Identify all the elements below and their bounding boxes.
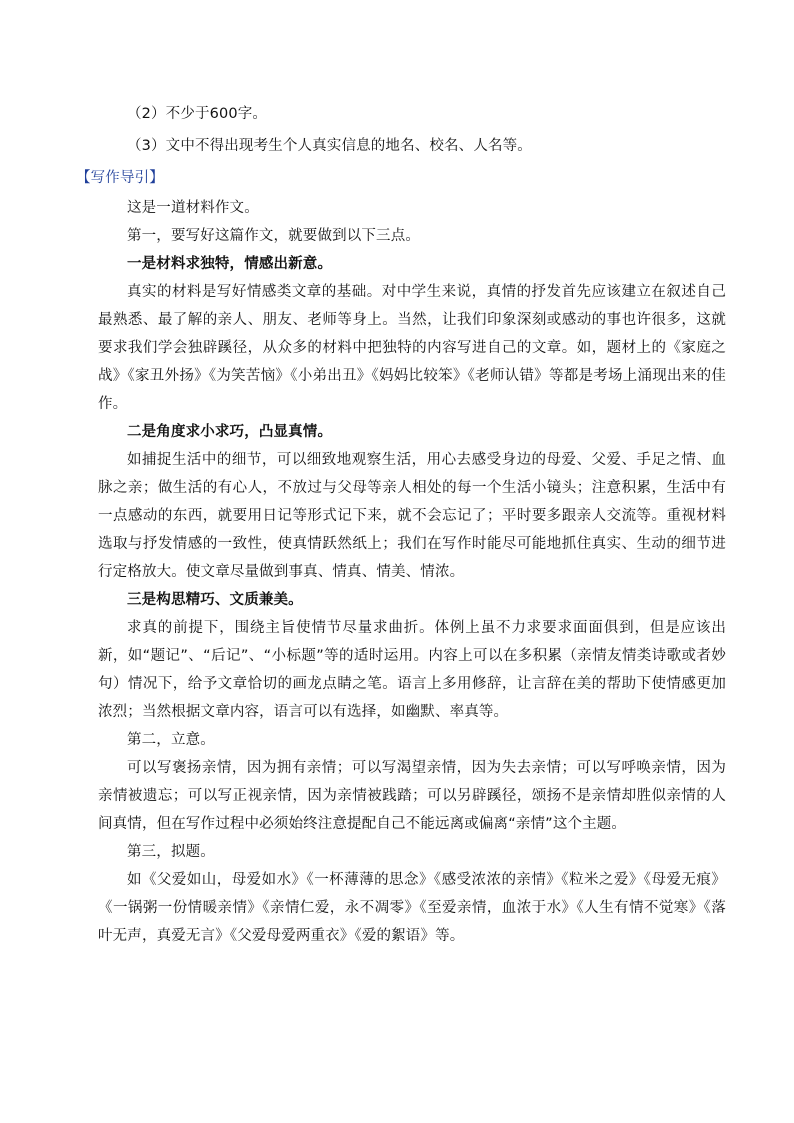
subheading: 二是角度求小求巧，凸显真情。 [127, 424, 333, 440]
paragraph: 第三，拟题。 [127, 844, 215, 860]
document-body [76, 98, 726, 950]
requirement-item: （3）文中不得出现考生个人真实信息的地名、校名、人名等。 [127, 138, 532, 154]
paragraph: 第二，立意。 [127, 732, 215, 748]
paragraph: 求真的前提下，围绕主旨使情节尽量求曲折。体例上虽不力求要求面面俱到，但是应该出新，如“题记”、“后记”、“小标题”等的适时运用。内容上可以在多积累（亲情友情类诗歌或者妙句）情况下，给予文章恰切的画龙点睛之笔。语言上多用修辞，让言辞在美的帮助下使情感更加浓烈；当然根据文章内容，语言可以有选择，如幽默、率真等。 [98, 620, 726, 720]
paragraph: 这是一道材料作文。 [127, 200, 259, 216]
subheading: 一是材料求独特，情感出新意。 [127, 256, 333, 272]
paragraph: 如捕捉生活中的细节，可以细致地观察生活，用心去感受身边的母爱、父爱、手足之情、血脉之亲；做生活的有心人，不放过与父母等亲人相处的每一个生活小镜头；注意积累，生活中有一点感动的东西，就要用日记等形式记下来，就不会忘记了；平时要多跟亲人交流等。重视材料选取与抒发情感的一致性，使真情跃然纸上；我们在写作时能尽可能地抓住真实、生动的细节进行定格放大。使文章尽量做到事真、情真、情美、情浓。 [98, 452, 726, 580]
paragraph: 如《父爱如山，母爱如水》《一杯薄薄的思念》《感受浓浓的亲情》《粒米之爱》《母爱无痕》《一锅粥一份情暖亲情》《亲情仁爱，永不凋零》《至爱亲情，血浓于水》《人生有情不觉寒》《落叶无声，真爱无言》《父爱母爱两重衣》《爱的絮语》等。 [98, 872, 726, 944]
subheading: 三是构思精巧、文质兼美。 [127, 592, 303, 608]
paragraph: 第一，要写好这篇作文，就要做到以下三点。 [127, 228, 420, 244]
paragraph: 真实的材料是写好情感类文章的基础。对中学生来说，真情的抒发首先应该建立在叙述自己最熟悉、最了解的亲人、朋友、老师等身上。当然，让我们印象深刻或感动的事也许很多，这就要求我们学会独辟蹊径，从众多的材料中把独特的内容写进自己的文章。如，题材上的《家庭之战》《家丑外扬》《为笑苦恼》《小弟出丑》《妈妈比较笨》《老师认错》等都是考场上涌现出来的佳作。 [98, 284, 726, 412]
requirement-item: （2）不少于600字。 [127, 106, 268, 122]
paragraph: 可以写褒扬亲情，因为拥有亲情；可以写渴望亲情，因为失去亲情；可以写呼唤亲情，因为亲情被遗忘；可以写正视亲情，因为亲情被践踏；可以另辟蹊径，颂扬不是亲情却胜似亲情的人间真情，但在写作过程中必须始终注意提配自己不能远离或偏离“亲情”这个主题。 [98, 760, 726, 832]
section-heading: 【写作导引】 [76, 170, 164, 186]
